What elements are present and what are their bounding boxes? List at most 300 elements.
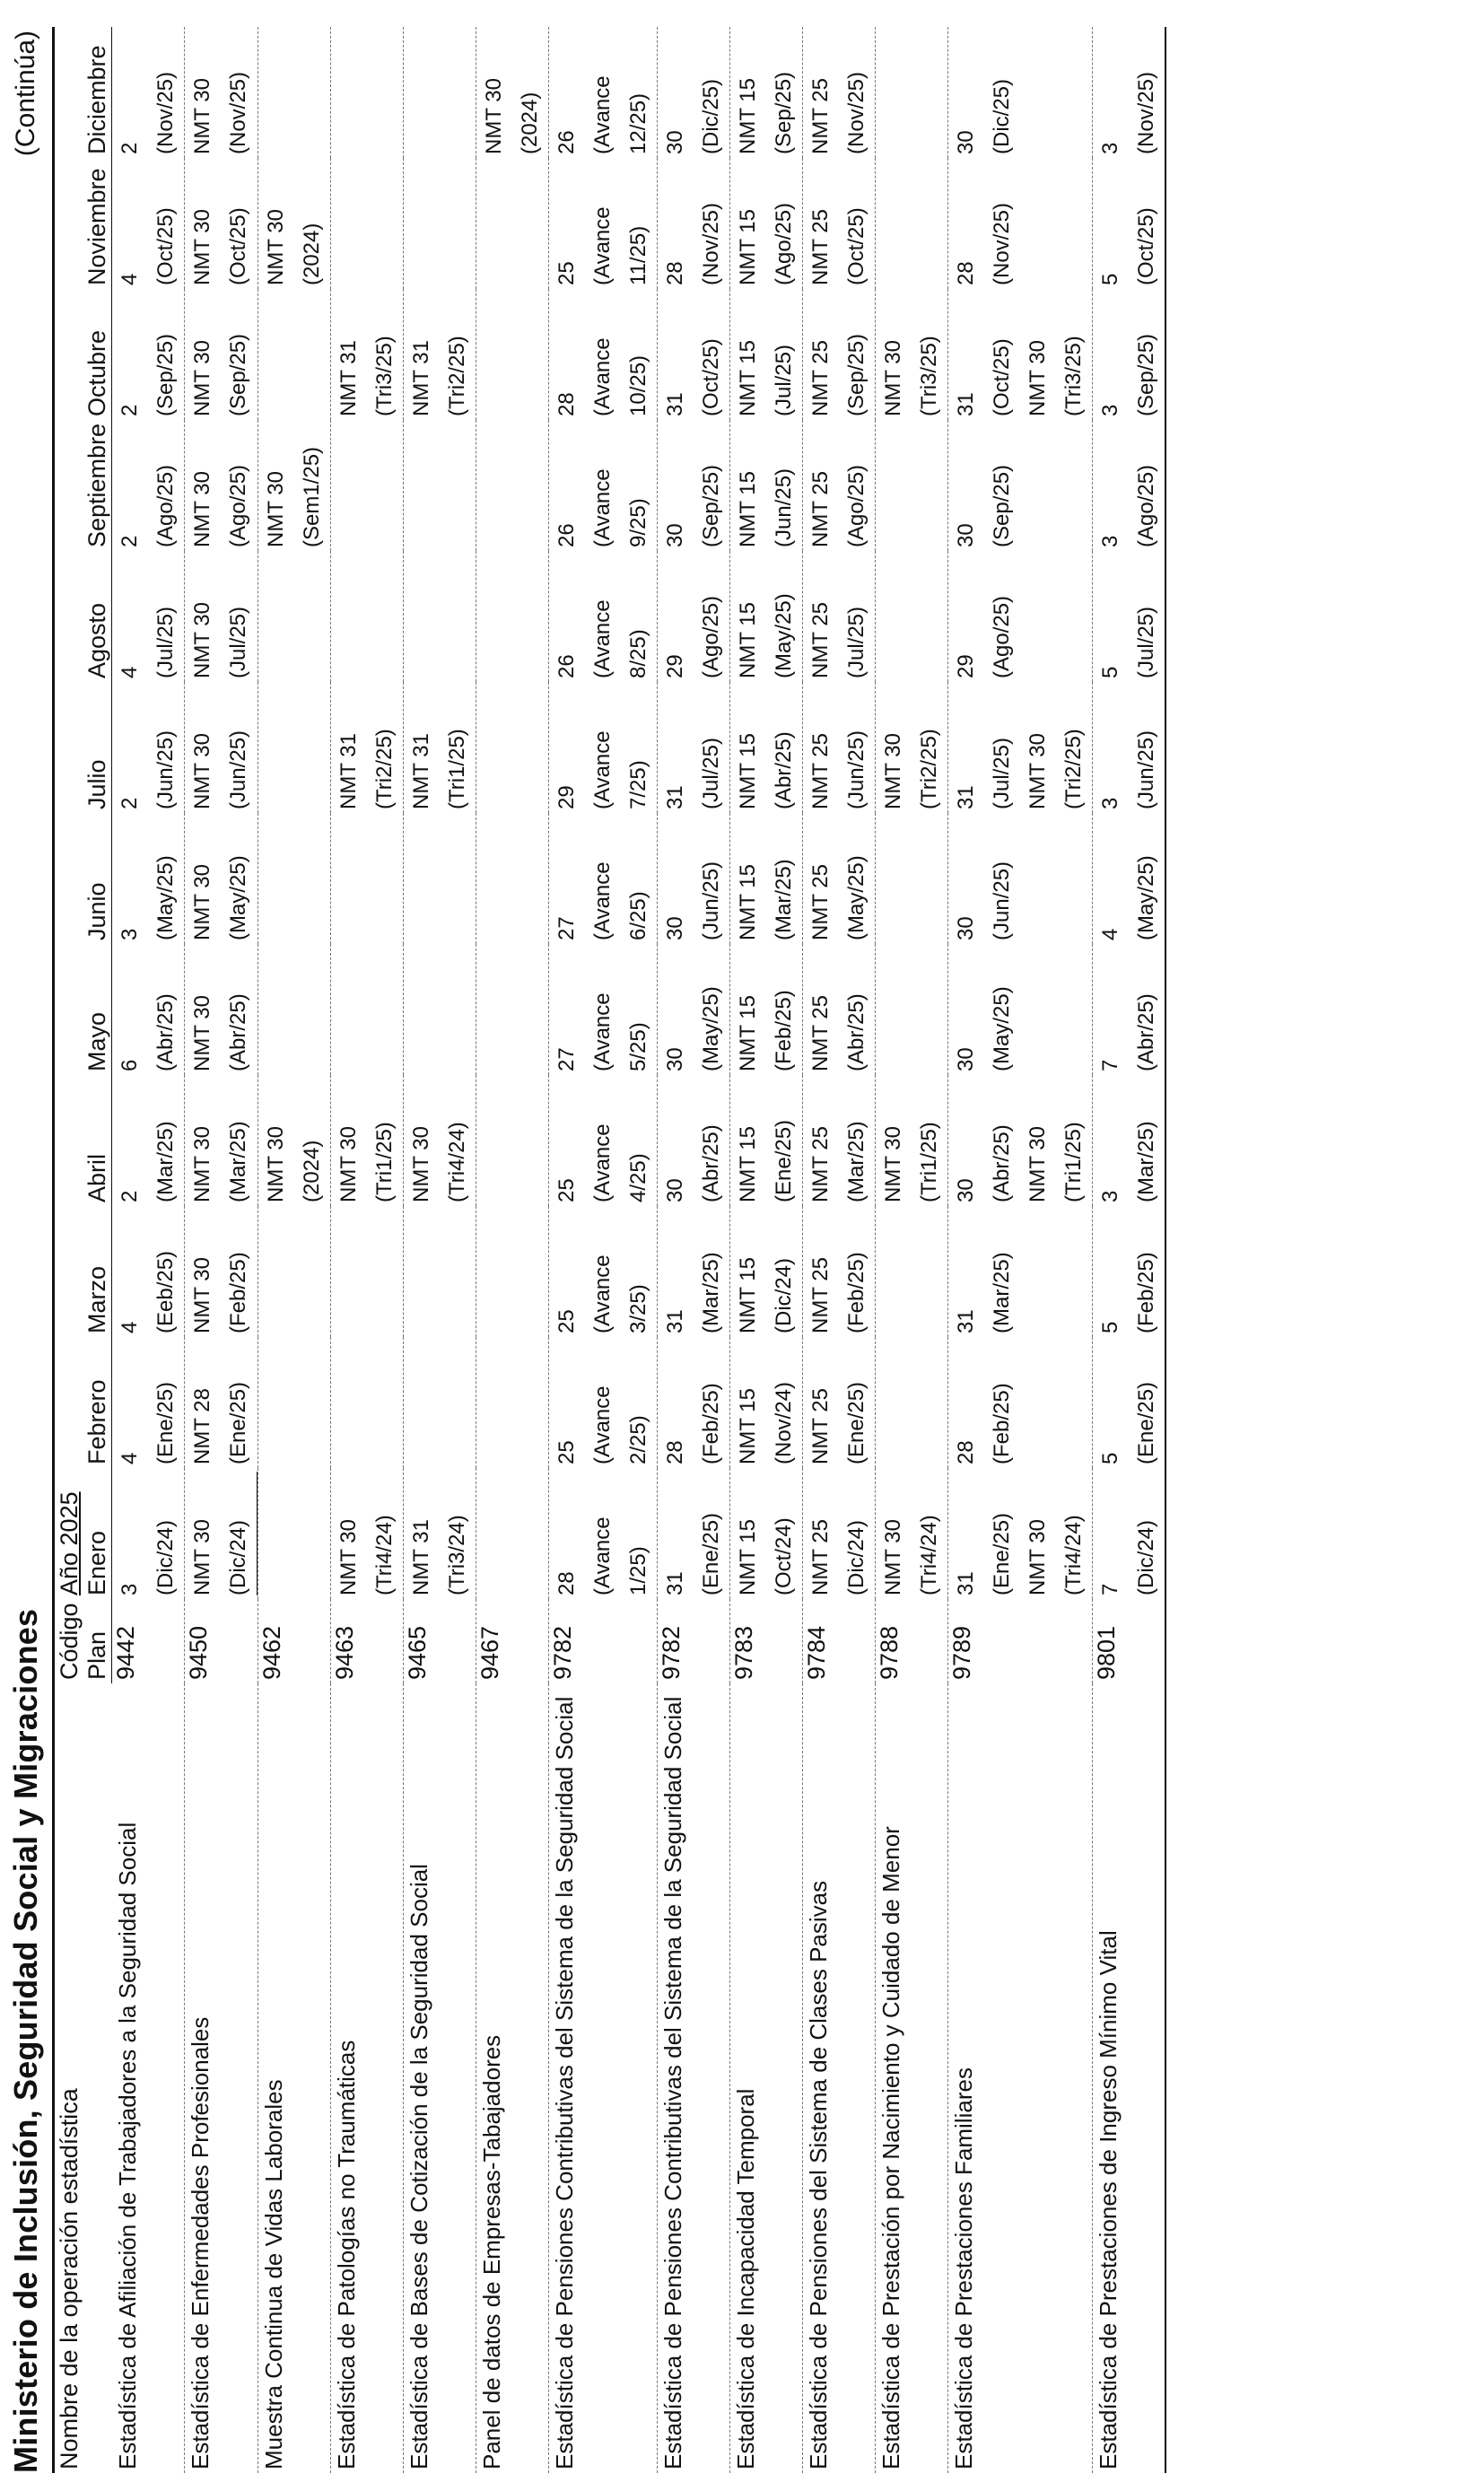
plan-code: 9788 <box>876 1625 903 1680</box>
cell-value: (Dic/24) <box>844 1519 869 1595</box>
cell-value: 7 <box>1098 1583 1123 1595</box>
cell-value: 2 <box>118 797 143 809</box>
month-cell <box>476 813 549 944</box>
month-cell <box>876 1468 948 1599</box>
cell-value: (Avance <box>590 1123 615 1202</box>
month-cell <box>549 1337 658 1468</box>
cell-value: (Mar/25) <box>699 1252 724 1333</box>
month-cell <box>258 27 331 158</box>
cell-value: NMT 15 <box>736 340 761 416</box>
cell-value: NMT 31 <box>336 340 362 416</box>
cell-value: 4 <box>118 1452 143 1464</box>
month-cell <box>404 944 476 1075</box>
cell-value: (Abr/25) <box>844 993 869 1071</box>
cell-value: 31 <box>663 785 688 809</box>
cell-value: (Feb/25) <box>226 1252 251 1333</box>
cell-value: NMT 31 <box>409 1519 434 1595</box>
cell-value: NMT 30 <box>482 78 507 154</box>
operation-name: Estadística de Afiliación de Trabajadores a la Seguridad Social <box>113 1822 141 2469</box>
month-cell <box>803 289 876 420</box>
cell-value: NMT 30 <box>1026 340 1051 416</box>
cell-value: (Jun/25) <box>1134 730 1159 809</box>
cell-value: 28 <box>663 261 688 285</box>
cell-value: NMT 25 <box>808 1388 834 1464</box>
plan-code: 9462 <box>258 1625 286 1680</box>
table-row <box>476 27 549 2473</box>
month-cell <box>876 158 948 289</box>
cell-value: (Ago/25) <box>153 464 179 547</box>
month-cell <box>112 158 185 289</box>
cell-value: (Avance <box>590 992 615 1071</box>
cell-value: (Feb/25) <box>699 1383 724 1464</box>
cell-value: (Ene/25) <box>226 1381 251 1464</box>
month-cell <box>404 1468 476 1599</box>
operation-name: Panel de datos de Empresas-Tabajadores <box>478 2034 506 2469</box>
cell-value: (Tri1/25) <box>917 1122 942 1202</box>
cell-value: 31 <box>954 785 979 809</box>
cell-value: (Avance <box>590 206 615 285</box>
cell-value: 30 <box>954 916 979 940</box>
table-row <box>803 27 876 2473</box>
cell-value: NMT 30 <box>336 1519 362 1595</box>
operation-name: Estadística de Enfermedades Profesionales <box>187 2016 214 2469</box>
month-cell <box>1093 1206 1166 1337</box>
month-cell <box>730 1468 803 1599</box>
cell-value: (Tri2/25) <box>445 336 470 416</box>
cell-value: (Nov/25) <box>226 71 251 154</box>
cell-value: NMT 30 <box>190 1126 215 1202</box>
cell-value: 28 <box>954 1440 979 1464</box>
month-cell <box>658 944 730 1075</box>
table-row <box>404 27 476 2473</box>
cell-value: 11/25) <box>626 225 651 285</box>
cell-value: (Dic/25) <box>990 78 1015 154</box>
table-row <box>549 27 658 2473</box>
month-cell <box>404 1206 476 1337</box>
cell-value: NMT 15 <box>736 995 761 1071</box>
month-cell <box>185 420 258 551</box>
cell-value: NMT 25 <box>808 995 834 1071</box>
month-cell <box>476 1468 549 1599</box>
month-cell <box>258 158 331 289</box>
cell-value: (Sep/25) <box>226 333 251 416</box>
cell-value: NMT 15 <box>736 471 761 547</box>
year-header: Año 2025 <box>56 1491 83 1595</box>
month-cell <box>730 1075 803 1206</box>
cell-value: (Dic/24) <box>772 1257 797 1333</box>
cell-value: NMT 30 <box>1026 1126 1051 1202</box>
cell-value: NMT 25 <box>808 864 834 940</box>
table-row <box>185 27 258 2473</box>
month-cell <box>331 1206 404 1337</box>
cell-value: 3 <box>1098 142 1123 154</box>
month-cell <box>258 1468 331 1599</box>
cell-value: NMT 15 <box>736 733 761 809</box>
month-cell <box>112 944 185 1075</box>
month-cell <box>404 1337 476 1468</box>
cell-value: NMT 30 <box>190 733 215 809</box>
cell-value: (Ene/25) <box>844 1381 869 1464</box>
month-cell <box>1093 813 1166 944</box>
cell-value: (Jun/25) <box>772 468 797 547</box>
month-cell <box>404 158 476 289</box>
cell-value: (Sep/25) <box>772 71 797 154</box>
cell-value: 5 <box>1098 1321 1123 1333</box>
cell-value: (Ago/25) <box>990 595 1015 678</box>
cell-value: (Tri2/25) <box>1061 729 1087 809</box>
cell-value: 30 <box>954 130 979 154</box>
cell-value: (Tri3/25) <box>1061 336 1087 416</box>
page-title: Ministerio de Inclusión, Seguridad Social y Migraciones <box>7 1608 44 2473</box>
month-cell <box>948 682 1093 813</box>
cell-value: 3 <box>1098 535 1123 547</box>
plan-code: 9442 <box>112 1625 140 1680</box>
cell-value: 26 <box>554 523 580 547</box>
month-cell <box>112 1337 185 1468</box>
month-cell <box>730 813 803 944</box>
cell-value: (Avance <box>590 1516 615 1595</box>
table-row <box>331 27 404 2473</box>
cell-value: (Mar/25) <box>226 1121 251 1202</box>
cell-value: 29 <box>554 785 580 809</box>
plan-code: 9467 <box>476 1625 504 1680</box>
month-cell <box>658 813 730 944</box>
month-cell <box>876 551 948 682</box>
cell-value: (May/25) <box>699 986 724 1071</box>
operation-name: Estadística de Prestación por Nacimiento y Cuidado de Menor <box>877 1826 905 2469</box>
cell-value: (Abr/25) <box>1134 993 1159 1071</box>
cell-value: (Oct/25) <box>990 338 1015 416</box>
month-cell <box>658 27 730 158</box>
cell-value: 3 <box>1098 1190 1123 1202</box>
cell-value: 28 <box>954 261 979 285</box>
month-cell <box>658 1075 730 1206</box>
month-cell <box>876 1206 948 1337</box>
month-cell <box>112 420 185 551</box>
month-header: Diciembre <box>83 27 112 158</box>
cell-value: 25 <box>554 261 580 285</box>
cell-value: (Ene/25) <box>990 1512 1015 1595</box>
month-cell <box>948 158 1093 289</box>
month-header: Noviembre <box>83 158 112 289</box>
cell-value: 7 <box>1098 1059 1123 1071</box>
cell-value: 5 <box>1098 1452 1123 1464</box>
table-row <box>730 27 803 2473</box>
cell-value: 3/25) <box>626 1284 651 1333</box>
month-cell <box>185 27 258 158</box>
operation-name: Estadística de Pensiones Contributivas del Sistema de la Seguridad Social <box>659 1696 687 2469</box>
cell-value: 25 <box>554 1178 580 1202</box>
cell-value: 30 <box>663 1178 688 1202</box>
cell-value: NMT 25 <box>808 602 834 678</box>
operation-name: Estadística de Pensiones Contributivas del Sistema de la Seguridad Social <box>551 1696 579 2469</box>
cell-value: NMT 15 <box>736 1388 761 1464</box>
cell-value: (Tri4/24) <box>372 1515 397 1595</box>
cell-value: (Ene/25) <box>1134 1381 1159 1464</box>
cell-value: (Nov/24) <box>772 1381 797 1464</box>
cell-value: 4 <box>1098 928 1123 940</box>
cell-value: (Avance <box>590 599 615 678</box>
cell-value: (Tri4/24) <box>1061 1515 1087 1595</box>
cell-value: NMT 30 <box>190 78 215 154</box>
month-cell <box>1093 420 1166 551</box>
cell-value: 3 <box>118 1583 143 1595</box>
cell-value: (Mar/25) <box>1134 1121 1159 1202</box>
month-cell <box>658 1337 730 1468</box>
month-cell <box>331 420 404 551</box>
cell-value: (Tri2/25) <box>372 729 397 809</box>
cell-value: (Abr/25) <box>226 993 251 1071</box>
month-header: Abril <box>83 1075 112 1206</box>
plan-code: 9465 <box>404 1625 432 1680</box>
cell-value: NMT 28 <box>190 1388 215 1464</box>
cell-value: (Nov/25) <box>990 202 1015 285</box>
cell-value: (Mar/25) <box>844 1121 869 1202</box>
month-cell <box>258 289 331 420</box>
operation-name: Estadística de Prestaciones de Ingreso Mínimo Vital <box>1095 1930 1122 2469</box>
cell-value: (Ago/25) <box>1134 464 1159 547</box>
cell-value: NMT 30 <box>1026 1519 1051 1595</box>
cell-value: 30 <box>954 1178 979 1202</box>
cell-value: 27 <box>554 1047 580 1071</box>
cell-value: (Mar/25) <box>990 1252 1015 1333</box>
name-column-header: Nombre de la operación estadística <box>56 2088 83 2469</box>
cell-value: 2 <box>118 535 143 547</box>
cell-value: (May/25) <box>990 986 1015 1071</box>
cell-value: NMT 30 <box>881 1519 906 1595</box>
month-cell <box>476 1075 549 1206</box>
month-cell <box>730 682 803 813</box>
cell-value: (Feb/25) <box>844 1252 869 1333</box>
month-cell <box>476 944 549 1075</box>
month-header: Marzo <box>83 1206 112 1337</box>
cell-value: 8/25) <box>626 629 651 678</box>
cell-value: 7/25) <box>626 760 651 809</box>
cell-value: 31 <box>954 1309 979 1333</box>
month-cell <box>476 158 549 289</box>
cell-value: NMT 15 <box>736 1126 761 1202</box>
cell-value: 3 <box>1098 404 1123 416</box>
cell-value: (Jul/25) <box>772 344 797 416</box>
cell-value: 28 <box>554 392 580 416</box>
cell-value: (Tri4/24) <box>445 1122 470 1202</box>
month-header: Octubre <box>83 289 112 420</box>
month-cell <box>549 1075 658 1206</box>
cell-value: NMT 30 <box>264 1126 289 1202</box>
month-cell <box>112 1075 185 1206</box>
cell-value: 31 <box>663 1309 688 1333</box>
month-cell <box>658 1206 730 1337</box>
cell-value: (Jun/25) <box>844 730 869 809</box>
cell-value: (Oct/25) <box>1134 207 1159 285</box>
cell-value: (Nov/25) <box>1134 71 1159 154</box>
cell-value: NMT 15 <box>736 1519 761 1595</box>
month-cell <box>476 1337 549 1468</box>
cell-value: (Ene/25) <box>153 1381 179 1464</box>
cell-value: NMT 30 <box>409 1126 434 1202</box>
month-cell <box>331 551 404 682</box>
cell-value: (2024) <box>300 1140 325 1202</box>
cell-value: NMT 15 <box>736 602 761 678</box>
month-cell <box>112 1468 185 1599</box>
cell-value: 31 <box>954 1571 979 1595</box>
month-cell <box>404 420 476 551</box>
month-cell <box>258 420 331 551</box>
month-cell <box>730 551 803 682</box>
cell-value: 30 <box>663 1047 688 1071</box>
cell-value: 1/25) <box>626 1546 651 1595</box>
month-cell <box>185 289 258 420</box>
month-cell <box>803 420 876 551</box>
cell-value: (Mar/25) <box>153 1121 179 1202</box>
cell-value: (Abr/25) <box>153 993 179 1071</box>
month-cell <box>476 551 549 682</box>
cell-value: (Jul/25) <box>844 606 869 678</box>
cell-value: 31 <box>954 392 979 416</box>
cell-value: (Ago/25) <box>844 464 869 547</box>
month-cell <box>549 944 658 1075</box>
cell-value: 26 <box>554 130 580 154</box>
cell-value: NMT 31 <box>409 340 434 416</box>
plan-code: 9782 <box>658 1625 685 1680</box>
cell-value: (2024) <box>300 223 325 285</box>
operation-name: Estadística de Pensiones del Sistema de Clases Pasivas <box>805 1880 833 2469</box>
month-cell <box>948 1468 1093 1599</box>
month-cell <box>1093 1468 1166 1599</box>
month-header: Mayo <box>83 944 112 1075</box>
month-cell <box>876 813 948 944</box>
schedule-table <box>56 27 1166 2473</box>
cell-value: 4 <box>118 1321 143 1333</box>
cell-value: 2/25) <box>626 1415 651 1464</box>
cell-value: NMT 30 <box>881 1126 906 1202</box>
cell-value: (Avance <box>590 730 615 809</box>
cell-value: 3 <box>1098 797 1123 809</box>
cell-value: (Tri4/24) <box>917 1515 942 1595</box>
month-cell <box>658 420 730 551</box>
cell-value: (Avance <box>590 468 615 547</box>
cell-value: (Ago/25) <box>699 595 724 678</box>
table-row <box>112 27 185 2473</box>
month-cell <box>549 158 658 289</box>
cell-value: 5 <box>1098 273 1123 285</box>
month-cell <box>112 551 185 682</box>
month-cell <box>730 944 803 1075</box>
month-cell <box>948 1206 1093 1337</box>
month-cell <box>404 27 476 158</box>
month-cell <box>876 27 948 158</box>
cell-value: 30 <box>663 916 688 940</box>
cell-value: 2 <box>118 404 143 416</box>
cell-value: (Tri3/25) <box>917 336 942 416</box>
month-cell <box>803 1468 876 1599</box>
cell-value: NMT 30 <box>190 209 215 285</box>
cell-value: (Oct/25) <box>153 207 179 285</box>
cell-value: NMT 15 <box>736 864 761 940</box>
month-cell <box>730 1337 803 1468</box>
month-cell <box>876 944 948 1075</box>
month-cell <box>331 289 404 420</box>
cell-value: (Dic/24) <box>221 1472 258 1595</box>
month-cell <box>258 944 331 1075</box>
month-header: Julio <box>83 682 112 813</box>
month-cell <box>658 682 730 813</box>
cell-value: NMT 30 <box>264 471 289 547</box>
table-row <box>1093 27 1166 2473</box>
cell-value: 29 <box>954 654 979 678</box>
cell-value: NMT 30 <box>190 1519 215 1595</box>
month-cell <box>658 1468 730 1599</box>
month-cell <box>549 1206 658 1337</box>
month-cell <box>331 813 404 944</box>
month-cell <box>476 27 549 158</box>
cell-value: (Sem1/25) <box>300 446 325 547</box>
cell-value: (May/25) <box>772 593 797 678</box>
month-cell <box>185 158 258 289</box>
month-cell <box>730 27 803 158</box>
month-cell <box>112 27 185 158</box>
month-cell <box>258 682 331 813</box>
month-cell <box>1093 944 1166 1075</box>
plan-code: 9463 <box>331 1625 359 1680</box>
cell-value: NMT 31 <box>409 733 434 809</box>
cell-value: 27 <box>554 916 580 940</box>
cell-value: NMT 25 <box>808 1126 834 1202</box>
month-cell <box>549 27 658 158</box>
month-cell <box>476 682 549 813</box>
month-header: Junio <box>83 813 112 944</box>
month-cell <box>549 420 658 551</box>
month-cell <box>404 1075 476 1206</box>
cell-value: (May/25) <box>1134 855 1159 940</box>
month-cell <box>476 289 549 420</box>
month-cell <box>803 551 876 682</box>
month-cell <box>258 1206 331 1337</box>
plan-column-header: Plan <box>83 1599 112 1683</box>
cell-value: 4 <box>118 273 143 285</box>
cell-value: (Jun/25) <box>226 730 251 809</box>
month-cell <box>185 1337 258 1468</box>
cell-value: 3 <box>118 928 143 940</box>
month-cell <box>948 1075 1093 1206</box>
month-cell <box>948 289 1093 420</box>
cell-value: (Oct/24) <box>772 1517 797 1595</box>
cell-value: (Jul/25) <box>226 606 251 678</box>
cell-value: (Avance <box>590 1254 615 1333</box>
cell-value: 28 <box>554 1571 580 1595</box>
cell-value: NMT 25 <box>808 209 834 285</box>
cell-value: (Jun/25) <box>699 861 724 940</box>
cell-value: NMT 30 <box>336 1126 362 1202</box>
cell-value: NMT 25 <box>808 340 834 416</box>
cell-value: (Jun/25) <box>990 861 1015 940</box>
cell-value: 30 <box>663 523 688 547</box>
month-header: Febrero <box>83 1337 112 1468</box>
month-cell <box>112 813 185 944</box>
month-cell <box>803 158 876 289</box>
cell-value: (Ene/25) <box>772 1119 797 1202</box>
month-cell <box>549 1468 658 1599</box>
cell-value: 5/25) <box>626 1022 651 1071</box>
cell-value: NMT 30 <box>190 864 215 940</box>
month-cell <box>876 682 948 813</box>
month-cell <box>258 1337 331 1468</box>
cell-value: (Sep/25) <box>990 464 1015 547</box>
month-cell <box>549 813 658 944</box>
cell-value: (Sep/25) <box>1134 333 1159 416</box>
cell-value: 28 <box>663 1440 688 1464</box>
cell-value: (Jul/25) <box>1134 606 1159 678</box>
